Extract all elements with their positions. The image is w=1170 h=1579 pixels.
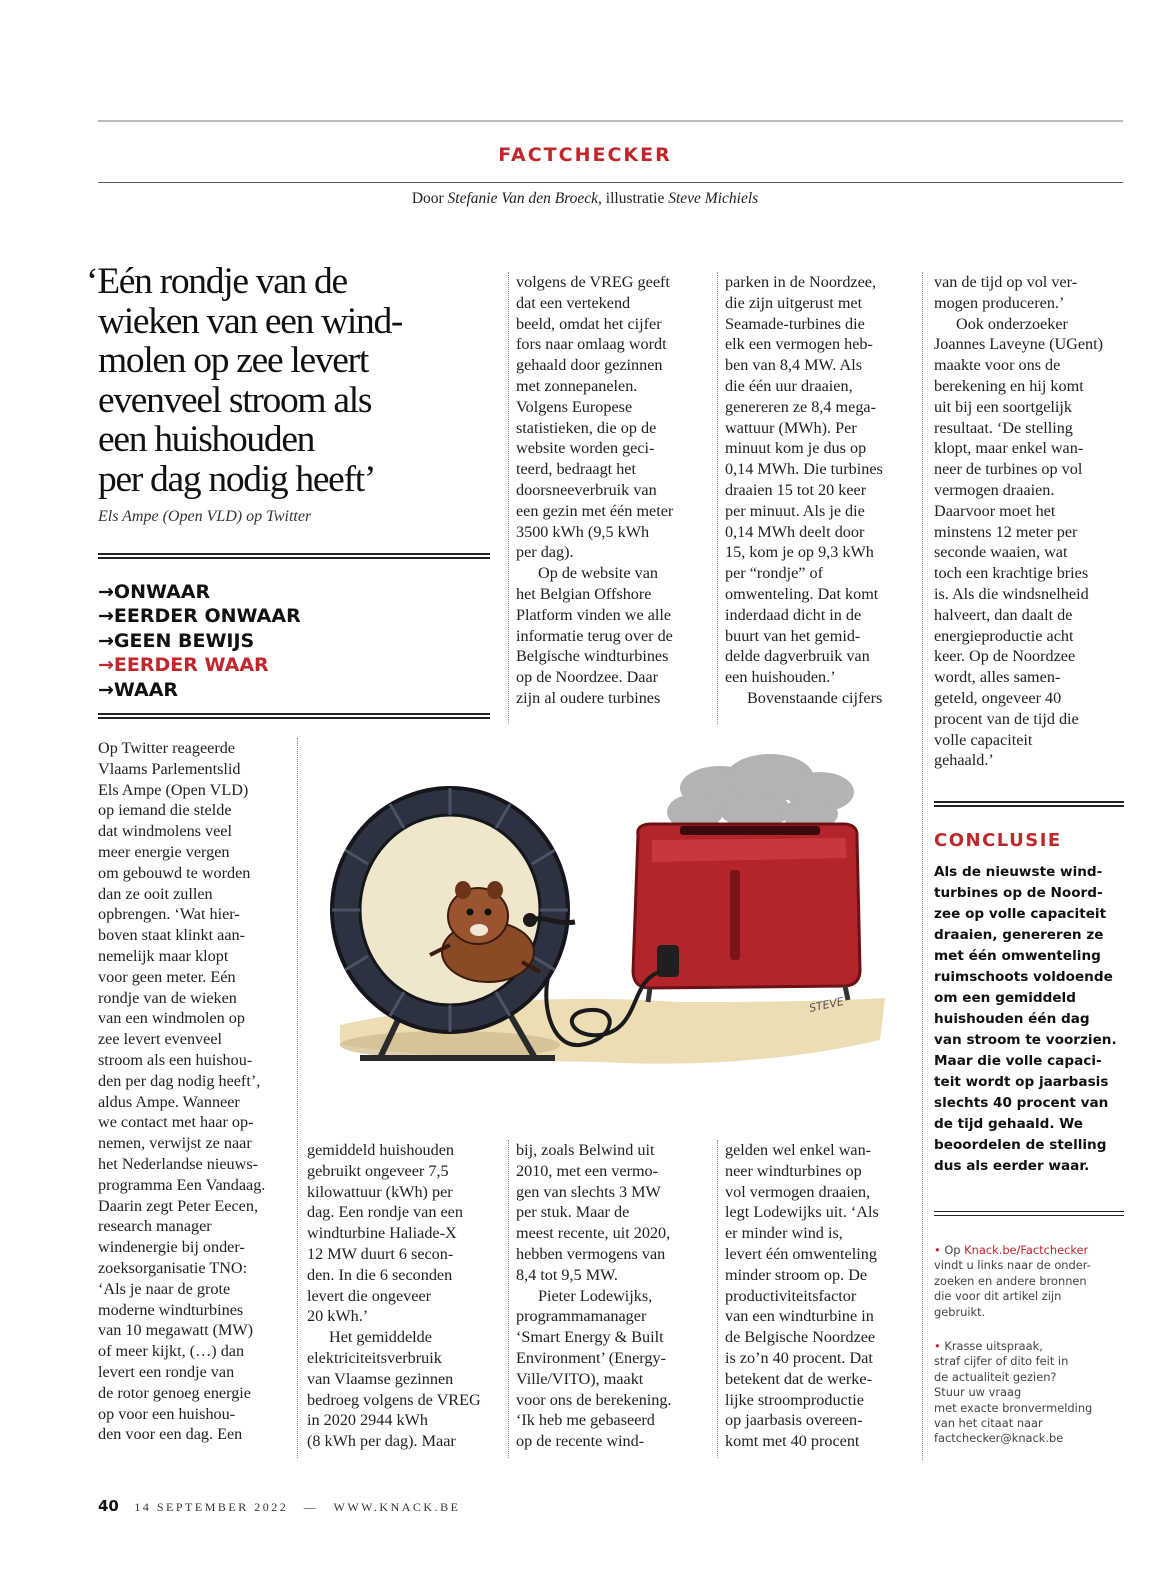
- text-line: rondje van de wieken: [98, 988, 237, 1007]
- text-line: dat een vertekend: [516, 293, 631, 312]
- text-line: Als de nieuwste wind-: [934, 864, 1103, 880]
- text-line: keer. Op de Noordzee: [934, 647, 1076, 666]
- text-line: fors naar omlaag wordt: [516, 335, 667, 354]
- text-line: een huishouden.’: [725, 668, 836, 687]
- text-line: meest recente, uit 2020,: [516, 1224, 671, 1243]
- text-line: Het gemiddelde: [329, 1328, 432, 1347]
- text-line: 20 kWh.’: [307, 1307, 369, 1326]
- text-line: Environment’ (Energy-: [516, 1348, 666, 1367]
- bullet: •: [934, 1339, 941, 1353]
- verdict-rule-bottom: [98, 713, 490, 719]
- text-line: elk een vermogen heb-: [725, 335, 873, 354]
- text-line: elektriciteitsverbruik: [307, 1348, 442, 1367]
- text-line: volgens de VREG geeft: [516, 273, 670, 291]
- text-line: Ook onderzoeker: [956, 314, 1068, 333]
- text-line: minuut kom je dus op: [725, 439, 867, 458]
- text-line: klopt, maar enkel wan-: [934, 439, 1084, 458]
- text-line: windturbine Haliade-X: [307, 1224, 457, 1243]
- pull-quote: [86, 262, 486, 499]
- factchecker-link[interactable]: Knack.be/Factchecker: [964, 1243, 1089, 1257]
- text-line: inderdaad dicht in de: [725, 605, 862, 624]
- text-line: van de tijd op vol ver-: [934, 273, 1078, 291]
- column-divider: [508, 1140, 509, 1458]
- quote-source: Els Ampe (Open VLD) op Twitter: [98, 508, 312, 525]
- text-line: 0,14 MWh deelt door: [725, 522, 865, 541]
- byline: [0, 190, 1170, 208]
- text-line: 3500 kWh (9,5 kWh: [516, 522, 650, 541]
- text-line: genereren ze 8,4 mega-: [725, 397, 876, 416]
- column-divider: [508, 272, 509, 724]
- text-line: is zo’n 40 procent. Dat: [725, 1348, 873, 1367]
- text-line: dan ze ooit zullen: [98, 884, 213, 903]
- verdict-rule-top: [98, 553, 490, 559]
- text-line: Volgens Europese: [516, 397, 633, 416]
- text-line: vermogen draaien.: [934, 480, 1055, 499]
- text-line: uit bij een soortgelijk: [934, 397, 1073, 416]
- text-line: ruimschoots voldoende: [934, 969, 1113, 985]
- text-line: doorsneeverbruik van: [516, 480, 657, 499]
- text-line: gebruikt ongeveer 7,5: [307, 1161, 449, 1180]
- text-line: boven staat klinkt aan-: [98, 926, 245, 945]
- header-rule: [98, 182, 1123, 183]
- toaster-icon: [633, 824, 860, 1002]
- conclusion-rule-bottom: [934, 1211, 1124, 1216]
- body-column-bottom-4: [725, 1140, 919, 1452]
- text-line: voor geen meter. Eén: [98, 967, 236, 986]
- text-line: geteld, ongeveer 40: [934, 688, 1062, 707]
- text-line: het Belgian Offshore: [516, 584, 652, 603]
- quote-line: ‘Eén rondje van de: [86, 261, 347, 302]
- text-line: beoordelen de stelling: [934, 1137, 1107, 1153]
- text-line: informatie terug over de: [516, 626, 673, 645]
- text-line: maakte voor ons de: [934, 356, 1061, 375]
- conclusion-title: CONCLUSIE: [934, 830, 1062, 851]
- body-column-top-2: [516, 272, 712, 709]
- text-line: 2010, met een vermo-: [516, 1161, 659, 1180]
- note-text: met exacte bronvermelding: [934, 1400, 1093, 1415]
- text-line: van stroom te voorzien.: [934, 1032, 1117, 1048]
- text-line: Op Twitter reageerde: [98, 739, 235, 757]
- text-line: resultaat. ‘De stelling: [934, 418, 1073, 437]
- text-line: minder stroom op. De: [725, 1265, 868, 1284]
- text-line: met één omwenteling: [934, 948, 1101, 964]
- quote-line: evenveel stroom als: [98, 379, 372, 421]
- text-line: die één uur draaien,: [725, 376, 853, 395]
- conclusion-text: [934, 862, 1126, 1177]
- text-line: huishouden één dag: [934, 1011, 1090, 1027]
- text-line: Joannes Laveyne (UGent): [934, 335, 1104, 354]
- text-line: volle capaciteit: [934, 730, 1033, 749]
- text-line: op jaarbasis overeen-: [725, 1411, 863, 1430]
- column-divider: [717, 1140, 718, 1458]
- top-rule: [98, 120, 1123, 122]
- text-line: gemiddeld huishouden: [307, 1141, 455, 1159]
- text-line: gehaald door gezinnen: [516, 356, 663, 375]
- text-line: minstens 12 meter per: [934, 522, 1078, 541]
- text-line: dag. Een rondje van een: [307, 1203, 463, 1222]
- text-line: neer de turbines op vol: [934, 460, 1083, 479]
- page-footer: [98, 1497, 460, 1515]
- body-column-top-3: [725, 272, 919, 709]
- note-text: vindt u links naar de onder-: [934, 1258, 1091, 1273]
- text-line: zee levert evenveel: [98, 1030, 223, 1049]
- text-line: berekening en hij komt: [934, 376, 1084, 395]
- text-line: per minuut. Als je die: [725, 501, 865, 520]
- text-line: (8 kWh per dag). Maar: [307, 1432, 456, 1451]
- byline-mid: , illustratie: [598, 190, 669, 207]
- text-line: neer windturbines op: [725, 1161, 862, 1180]
- text-line: levert één omwenteling: [725, 1244, 877, 1263]
- text-line: Seamade-turbines die: [725, 314, 865, 333]
- text-line: den. In die 6 seconden: [307, 1265, 453, 1284]
- text-line: productiviteitsfactor: [725, 1286, 857, 1305]
- text-line: nemen, verwijst ze naar: [98, 1134, 252, 1153]
- note-text: die voor dit artikel zijn: [934, 1289, 1062, 1304]
- verdict-item: →GEEN BEWIJS: [98, 629, 255, 652]
- text-line: meer energie vergen: [98, 842, 230, 861]
- text-line: programma Een Vandaag.: [98, 1175, 266, 1194]
- text-line: bedroeg volgens de VREG: [307, 1390, 481, 1409]
- text-line: teit wordt op jaarbasis: [934, 1074, 1109, 1090]
- body-column-4: [934, 272, 1126, 771]
- text-line: levert die ongeveer: [307, 1286, 432, 1305]
- text-line: zoeksorganisatie TNO:: [98, 1258, 248, 1277]
- text-line: parken in de Noordzee,: [725, 273, 877, 291]
- text-line: Op de website van: [538, 564, 659, 583]
- text-line: om gebouwd te worden: [98, 863, 251, 882]
- text-line: programmamanager: [516, 1307, 647, 1326]
- note-online: [934, 1243, 1126, 1320]
- body-column-bottom-3: [516, 1140, 712, 1452]
- text-line: is. Als die windsnelheid: [934, 584, 1089, 603]
- text-line: gelden wel enkel wan-: [725, 1141, 872, 1159]
- verdict-item-selected: →EERDER WAAR: [98, 654, 269, 677]
- artist-signature: STEVE: [807, 994, 845, 1015]
- note-text: straf cijfer of dito feit in: [934, 1354, 1069, 1369]
- note-submit: [934, 1339, 1126, 1447]
- text-line: website worden geci-: [516, 439, 655, 458]
- text-line: 12 MW duurt 6 secon-: [307, 1244, 454, 1263]
- text-line: seconde waaien, wat: [934, 543, 1068, 562]
- text-line: hebben vermogens van: [516, 1244, 666, 1263]
- quote-line: per dag nodig heeft’: [98, 458, 376, 500]
- text-line: dus als eerder waar.: [934, 1158, 1090, 1174]
- text-line: er minder wind is,: [725, 1224, 843, 1243]
- text-line: per stuk. Maar de: [516, 1203, 630, 1222]
- text-line: dat windmolens veel: [98, 822, 232, 841]
- text-line: op de Noordzee. Daar: [516, 668, 659, 687]
- quote-line: wieken van een wind-: [98, 300, 403, 342]
- text-line: per “rondje” of: [725, 564, 823, 583]
- text-line: toch een krachtige bries: [934, 564, 1089, 583]
- text-line: statistieken, die op de: [516, 418, 657, 437]
- byline-prefix: Door: [411, 190, 448, 207]
- text-line: delde dagverbruik van: [725, 647, 870, 666]
- text-line: omwenteling. Dat komt: [725, 584, 879, 603]
- bullet: •: [934, 1243, 941, 1257]
- text-line: turbines op de Noord-: [934, 885, 1103, 901]
- verdict-item: →WAAR: [98, 678, 179, 701]
- text-line: beeld, omdat het cijfer: [516, 314, 662, 333]
- text-line: stroom als een huishou-: [98, 1050, 253, 1069]
- text-line: den voor een dag. Een: [98, 1425, 243, 1444]
- text-line: lijke stroomproductie: [725, 1390, 864, 1409]
- text-line: zee op volle capaciteit: [934, 906, 1107, 922]
- column-divider: [922, 272, 923, 1460]
- text-line: nemelijk maar klopt: [98, 946, 229, 965]
- text-line: op iemand die stelde: [98, 801, 232, 820]
- text-line: van een windmolen op: [98, 1009, 245, 1028]
- text-line: mogen produceren.’: [934, 293, 1065, 312]
- author: Stefanie Van den Broeck: [447, 190, 599, 207]
- note-text: Krasse uitspraak,: [944, 1339, 1043, 1353]
- text-line: Daarin zegt Peter Eecen,: [98, 1196, 258, 1215]
- text-line: 8,4 tot 9,5 MW.: [516, 1265, 618, 1284]
- text-line: voor ons de berekening.: [516, 1390, 672, 1409]
- text-line: om een gemiddeld: [934, 990, 1076, 1006]
- text-line: ‘Smart Energy & Built: [516, 1328, 664, 1347]
- note-text: gebruikt.: [934, 1304, 986, 1319]
- text-line: ‘Ik heb me gebaseerd: [516, 1411, 655, 1430]
- footer-separator: —: [303, 1500, 319, 1514]
- text-line: procent van de tijd die: [934, 709, 1079, 728]
- text-line: Ville/VITO), maakt: [516, 1369, 644, 1388]
- website-link[interactable]: WWW.KNACK.BE: [333, 1500, 461, 1514]
- text-line: Els Ampe (Open VLD): [98, 780, 249, 799]
- text-line: wattuur (MWh). Per: [725, 418, 857, 437]
- text-line: draaien, genereren ze: [934, 927, 1104, 943]
- steam-icon: [667, 754, 854, 830]
- issue-date: 14 SEPTEMBER 2022: [134, 1500, 289, 1514]
- note-text: Op: [944, 1243, 965, 1257]
- text-line: Belgische windturbines: [516, 647, 669, 666]
- column-divider: [717, 272, 718, 724]
- text-line: de Belgische Noordzee: [725, 1328, 876, 1347]
- body-column-1: [98, 738, 294, 1445]
- note-text: van het citaat naar: [934, 1416, 1043, 1431]
- text-line: ‘Als je naar de grote: [98, 1279, 231, 1298]
- quote-line: een huishouden: [98, 419, 315, 460]
- text-line: vol vermogen draaien,: [725, 1182, 871, 1201]
- text-line: per dag).: [516, 543, 574, 562]
- text-line: Platform vinden we alle: [516, 605, 672, 624]
- column-divider: [297, 738, 298, 1458]
- text-line: van een windturbine in: [725, 1307, 874, 1326]
- text-line: Pieter Lodewijks,: [538, 1286, 653, 1305]
- text-line: van 10 megawatt (MW): [98, 1321, 254, 1340]
- conclusion-rule-top: [934, 801, 1124, 807]
- text-line: slechts 40 procent van: [934, 1095, 1109, 1111]
- email-link[interactable]: factchecker@knack.be: [934, 1431, 1064, 1446]
- text-line: een gezin met één meter: [516, 501, 674, 520]
- text-line: buurt van het gemid-: [725, 626, 861, 645]
- text-line: halveert, dan daalt de: [934, 605, 1073, 624]
- text-line: met zonnepanelen.: [516, 376, 638, 395]
- text-line: den per dag nodig heeft’,: [98, 1071, 261, 1090]
- text-line: Vlaams Parlementslid: [98, 759, 241, 778]
- text-line: of meer kijkt, (…) dan: [98, 1342, 245, 1361]
- section-title: FACTCHECKER: [498, 144, 672, 166]
- body-column-bottom-2: [307, 1140, 503, 1452]
- text-line: in 2020 2944 kWh: [307, 1411, 428, 1430]
- quote-line: molen op zee levert: [98, 340, 368, 381]
- text-line: betekent dat de werke-: [725, 1369, 872, 1388]
- text-line: op voor een huishou-: [98, 1404, 236, 1423]
- text-line: wordt, alles samen-: [934, 668, 1061, 687]
- text-line: de rotor genoeg energie: [98, 1383, 251, 1402]
- text-line: Bovenstaande cijfers: [747, 688, 883, 707]
- text-line: we contact met haar op-: [98, 1113, 254, 1132]
- page-number: 40: [98, 1497, 119, 1515]
- verdict-item: →EERDER ONWAAR: [98, 605, 301, 628]
- text-line: research manager: [98, 1217, 212, 1236]
- text-line: Maar die volle capaci-: [934, 1053, 1102, 1069]
- text-line: aldus Ampe. Wanneer: [98, 1092, 240, 1111]
- text-line: zijn al oudere turbines: [516, 688, 661, 707]
- text-line: ben van 8,4 MW. Als: [725, 356, 862, 375]
- text-line: windenergie bij onder-: [98, 1238, 245, 1257]
- text-line: gen van slechts 3 MW: [516, 1182, 661, 1201]
- illustrator: Steve Michiels: [668, 190, 759, 207]
- text-line: 15, kom je op 9,3 kWh: [725, 543, 874, 562]
- text-line: teerd, bedraagt het: [516, 460, 636, 479]
- verdict-scale: [98, 580, 301, 702]
- text-line: het Nederlandse nieuws-: [98, 1154, 259, 1173]
- note-text: Stuur uw vraag: [934, 1385, 1022, 1400]
- text-line: levert een rondje van: [98, 1362, 235, 1381]
- text-line: kilowattuur (kWh) per: [307, 1182, 453, 1201]
- text-line: legt Lodewijks uit. ‘Als: [725, 1203, 879, 1222]
- text-line: die zijn uitgerust met: [725, 293, 863, 312]
- note-text: de actualiteit gezien?: [934, 1369, 1057, 1384]
- text-line: van Vlaamse gezinnen: [307, 1369, 454, 1388]
- verdict-item: →ONWAAR: [98, 581, 211, 603]
- text-line: komt met 40 procent: [725, 1432, 860, 1451]
- text-line: 0,14 MWh. Die turbines: [725, 460, 883, 479]
- text-line: draaien 15 tot 20 keer: [725, 480, 867, 499]
- text-line: opbrengen. ‘Wat hier-: [98, 905, 240, 924]
- text-line: moderne windturbines: [98, 1300, 244, 1319]
- text-line: gehaald.’: [934, 751, 994, 770]
- text-line: energieproductie acht: [934, 626, 1074, 645]
- text-line: Daarvoor moet het: [934, 501, 1056, 520]
- note-text: zoeken en andere bronnen: [934, 1273, 1087, 1288]
- text-line: de tijd gehaald. We: [934, 1116, 1083, 1132]
- illustration-hamster-toaster: [300, 740, 900, 1140]
- text-line: op de recente wind-: [516, 1432, 645, 1451]
- text-line: bij, zoals Belwind uit: [516, 1141, 655, 1159]
